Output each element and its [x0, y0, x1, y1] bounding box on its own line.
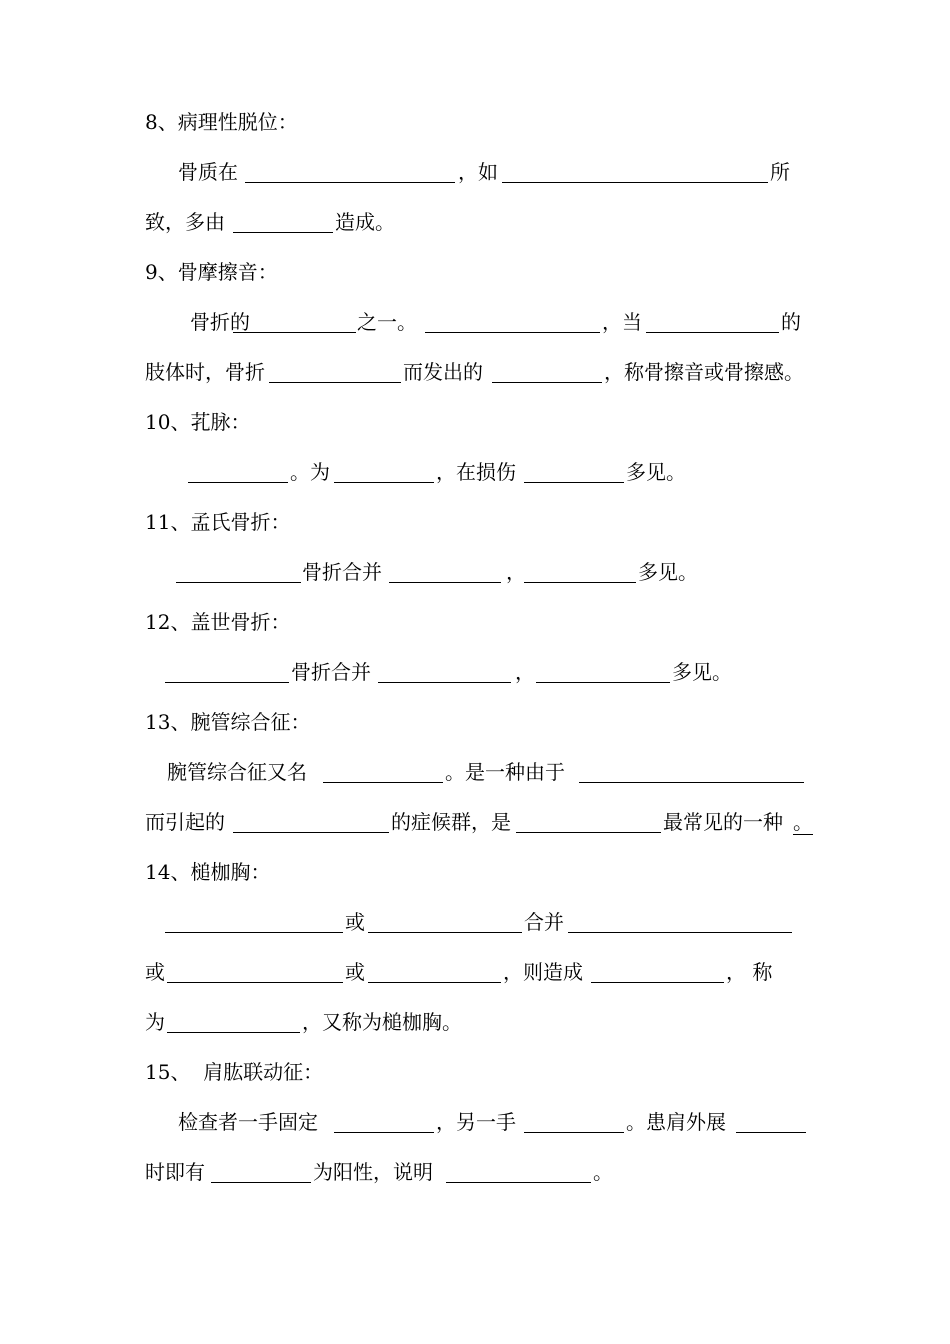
blank-field[interactable]: [233, 206, 333, 233]
text-segment: ，如: [458, 160, 498, 184]
blank-field[interactable]: [425, 306, 600, 333]
text-segment: 合并: [524, 910, 564, 934]
blank-field[interactable]: [334, 1106, 434, 1133]
text-segment: 。: [593, 1160, 613, 1184]
text-segment: ，又称为槌枷胸。: [302, 1010, 462, 1034]
text-segment: 骨折合并: [291, 660, 371, 684]
text-segment: ，: [515, 660, 535, 684]
text-segment: ， 称: [726, 960, 773, 984]
text-segment: 所: [770, 160, 790, 184]
text-segment: 。患肩外展: [626, 1110, 726, 1134]
text-segment: 之一。: [357, 310, 417, 334]
heading-text: 13、腕管综合征：: [145, 710, 311, 734]
blank-field[interactable]: [568, 906, 792, 933]
text-segment: 而引起的: [145, 810, 225, 834]
heading-text: 15、 肩肱联动征：: [145, 1060, 324, 1084]
text-segment: 或: [145, 960, 165, 984]
text-segment: 多见。: [672, 660, 732, 684]
blank-field[interactable]: [188, 456, 288, 483]
blank-field[interactable]: [516, 806, 661, 833]
blank-field[interactable]: [211, 1156, 311, 1183]
blank-field[interactable]: [165, 656, 289, 683]
text-segment: 骨折合并: [302, 560, 382, 584]
text-segment: 的症候群，是: [391, 810, 511, 834]
blank-field[interactable]: [524, 1106, 624, 1133]
blank-field[interactable]: [167, 1006, 300, 1033]
text-segment: 的: [781, 310, 801, 334]
blank-field[interactable]: [167, 956, 343, 983]
text-segment: 而发出的: [403, 360, 483, 384]
blank-field[interactable]: [524, 556, 636, 583]
blank-field[interactable]: [334, 456, 434, 483]
blank-field[interactable]: [492, 356, 602, 383]
text-segment: ，称骨擦音或骨擦感。: [604, 360, 804, 384]
text-segment: 最常见的一种: [663, 810, 783, 834]
text-segment: 多见。: [638, 560, 698, 584]
text-segment: 或: [345, 960, 365, 984]
blank-field[interactable]: [536, 656, 670, 683]
blank-field[interactable]: [591, 956, 724, 983]
text-segment: 多见。: [626, 460, 686, 484]
text-segment: ，在损伤: [436, 460, 516, 484]
blank-field[interactable]: [323, 756, 443, 783]
heading-text: 14、槌枷胸：: [145, 860, 271, 884]
text-segment: 为: [145, 1010, 165, 1034]
text-segment: 腕管综合征又名: [167, 760, 307, 784]
blank-field[interactable]: [646, 306, 779, 333]
blank-field[interactable]: [269, 356, 401, 383]
blank-field[interactable]: [579, 756, 804, 783]
text-segment: ，: [506, 560, 526, 584]
text-segment: 。是一种由于: [445, 760, 565, 784]
text-segment: 或: [345, 910, 365, 934]
text-segment: 检查者一手固定: [178, 1110, 318, 1134]
blank-field[interactable]: [446, 1156, 591, 1183]
heading-text: 10、芤脉：: [145, 410, 251, 434]
text-segment: 。为: [290, 460, 330, 484]
text-segment: ，另一手: [436, 1110, 516, 1134]
text-segment: 肢体时，骨折: [145, 360, 265, 384]
blank-field[interactable]: [245, 156, 455, 183]
blank-field[interactable]: [233, 306, 356, 333]
text-segment: ，当: [602, 310, 642, 334]
text-segment: 骨质在: [178, 160, 238, 184]
heading-text: 12、盖世骨折：: [145, 610, 291, 634]
blank-field[interactable]: [502, 156, 768, 183]
text-segment: 为阳性，说明: [313, 1160, 433, 1184]
blank-field[interactable]: [368, 906, 522, 933]
blank-field[interactable]: [368, 956, 501, 983]
heading-text: 9、骨摩擦音：: [145, 260, 278, 284]
blank-field[interactable]: [736, 1106, 806, 1133]
heading-text: 11、孟氏骨折：: [145, 510, 291, 534]
text-segment: 时即有: [145, 1160, 205, 1184]
blank-field[interactable]: [524, 456, 624, 483]
text-segment: 造成。: [335, 210, 395, 234]
text-segment: 致，多由: [145, 210, 225, 234]
blank-field[interactable]: [176, 556, 301, 583]
blank-field[interactable]: [389, 556, 501, 583]
text-segment: 骨折的: [190, 310, 250, 334]
text-segment: 。: [793, 810, 813, 834]
text-segment: ，则造成: [503, 960, 583, 984]
blank-field[interactable]: [165, 906, 343, 933]
blank-field[interactable]: [378, 656, 511, 683]
heading-text: 8、病理性脱位：: [145, 110, 298, 134]
blank-field[interactable]: [233, 806, 389, 833]
